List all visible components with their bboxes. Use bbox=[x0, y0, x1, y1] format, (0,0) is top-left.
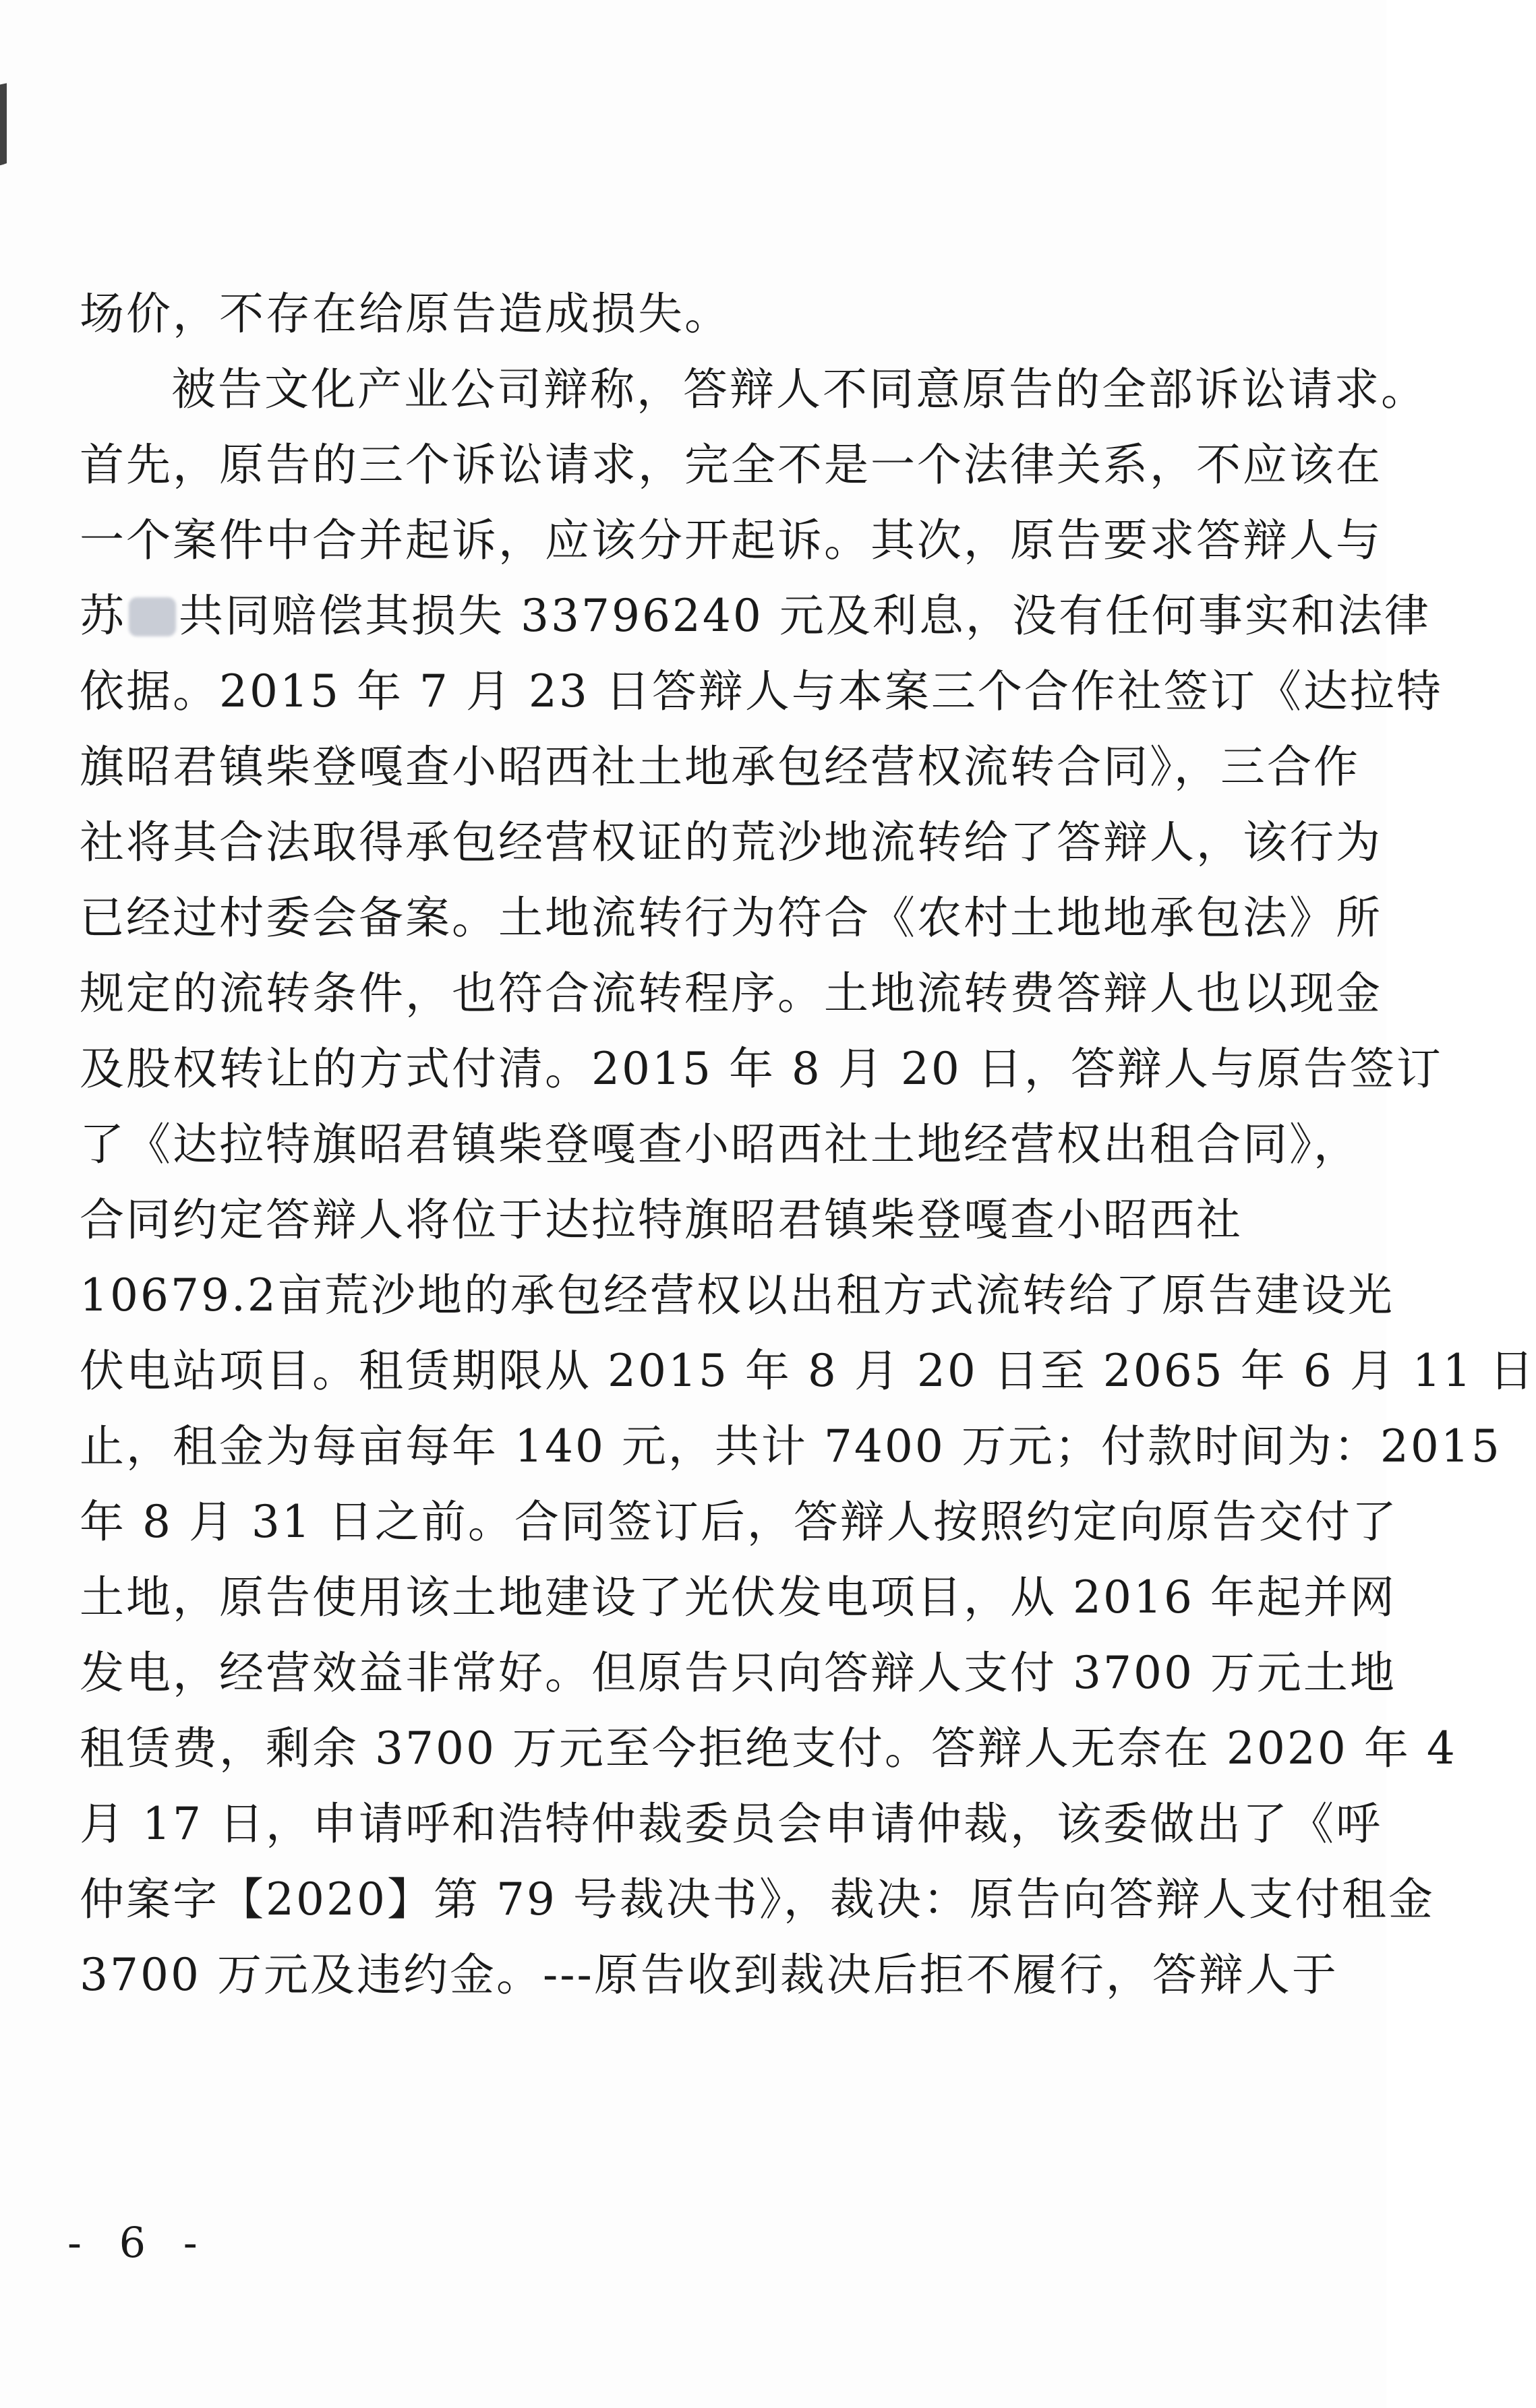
redaction-blur bbox=[129, 597, 176, 636]
text-line: 发电，经营效益非常好。但原告只向答辩人支付 3700 万元土地 bbox=[80, 1647, 1396, 1699]
text-line: 10679.2亩荒沙地的承包经营权以出租方式流转给了原告建设光 bbox=[80, 1269, 1394, 1321]
text-line: 被告文化产业公司辩称，答辩人不同意原告的全部诉讼请求。 bbox=[171, 363, 1427, 415]
text-line-redacted bbox=[80, 578, 1431, 654]
redacted-name-prefix: 苏 bbox=[80, 590, 126, 642]
text-line: 已经过村委会备案。土地流转行为符合《农村土地地承包法》所 bbox=[80, 892, 1382, 944]
text-line: 止，租金为每亩每年 140 元，共计 7400 万元；付款时间为：2015 bbox=[80, 1420, 1502, 1472]
text-line: 依据。2015 年 7 月 23 日答辩人与本案三个合作社签订《达拉特 bbox=[80, 665, 1443, 717]
handwritten-mark bbox=[0, 78, 34, 166]
text-line: 社将其合法取得承包经营权证的荒沙地流转给了答辩人，该行为 bbox=[80, 816, 1382, 868]
text-line: 月 17 日，申请呼和浩特仲裁委员会申请仲裁，该委做出了《呼 bbox=[80, 1798, 1382, 1850]
text-line: 了《达拉特旗昭君镇柴登嘎查小昭西社土地经营权出租合同》， bbox=[80, 1118, 1360, 1170]
text-line: 伏电站项目。租赁期限从 2015 年 8 月 20 日至 2065 年 6 月 11 日 bbox=[80, 1345, 1536, 1397]
text-line-rest: 共同赔偿其损失 33796240 元及利息，没有任何事实和法律 bbox=[179, 590, 1431, 642]
text-line: 仲案字【2020】第 79 号裁决书》，裁决：原告向答辩人支付租金 bbox=[80, 1873, 1435, 1925]
text-line: 场价，不存在给原告造成损失。 bbox=[80, 288, 731, 340]
page-number: - 6 - bbox=[67, 2218, 210, 2267]
text-line: 租赁费，剩余 3700 万元至今拒绝支付。答辩人无奈在 2020 年 4 bbox=[80, 1722, 1457, 1774]
text-line: 及股权转让的方式付清。2015 年 8 月 20 日，答辩人与原告签订 bbox=[80, 1043, 1443, 1095]
text-line: 合同约定答辩人将位于达拉特旗昭君镇柴登嘎查小昭西社 bbox=[80, 1194, 1243, 1246]
text-line: 规定的流转条件，也符合流转程序。土地流转费答辩人也以现金 bbox=[80, 967, 1382, 1019]
document-body bbox=[80, 276, 1536, 2013]
text-line: 首先，原告的三个诉讼请求，完全不是一个法律关系，不应该在 bbox=[80, 439, 1382, 491]
text-line: 3700 万元及违约金。---原告收到裁决后拒不履行，答辩人于 bbox=[80, 1949, 1338, 2001]
text-line: 土地，原告使用该土地建设了光伏发电项目，从 2016 年起并网 bbox=[80, 1571, 1396, 1623]
text-line: 一个案件中合并起诉，应该分开起诉。其次，原告要求答辩人与 bbox=[80, 514, 1382, 566]
text-line: 年 8 月 31 日之前。合同签订后，答辩人按照约定向原告交付了 bbox=[80, 1496, 1398, 1548]
text-line: 旗昭君镇柴登嘎查小昭西社土地承包经营权流转合同》，三合作 bbox=[80, 741, 1360, 793]
